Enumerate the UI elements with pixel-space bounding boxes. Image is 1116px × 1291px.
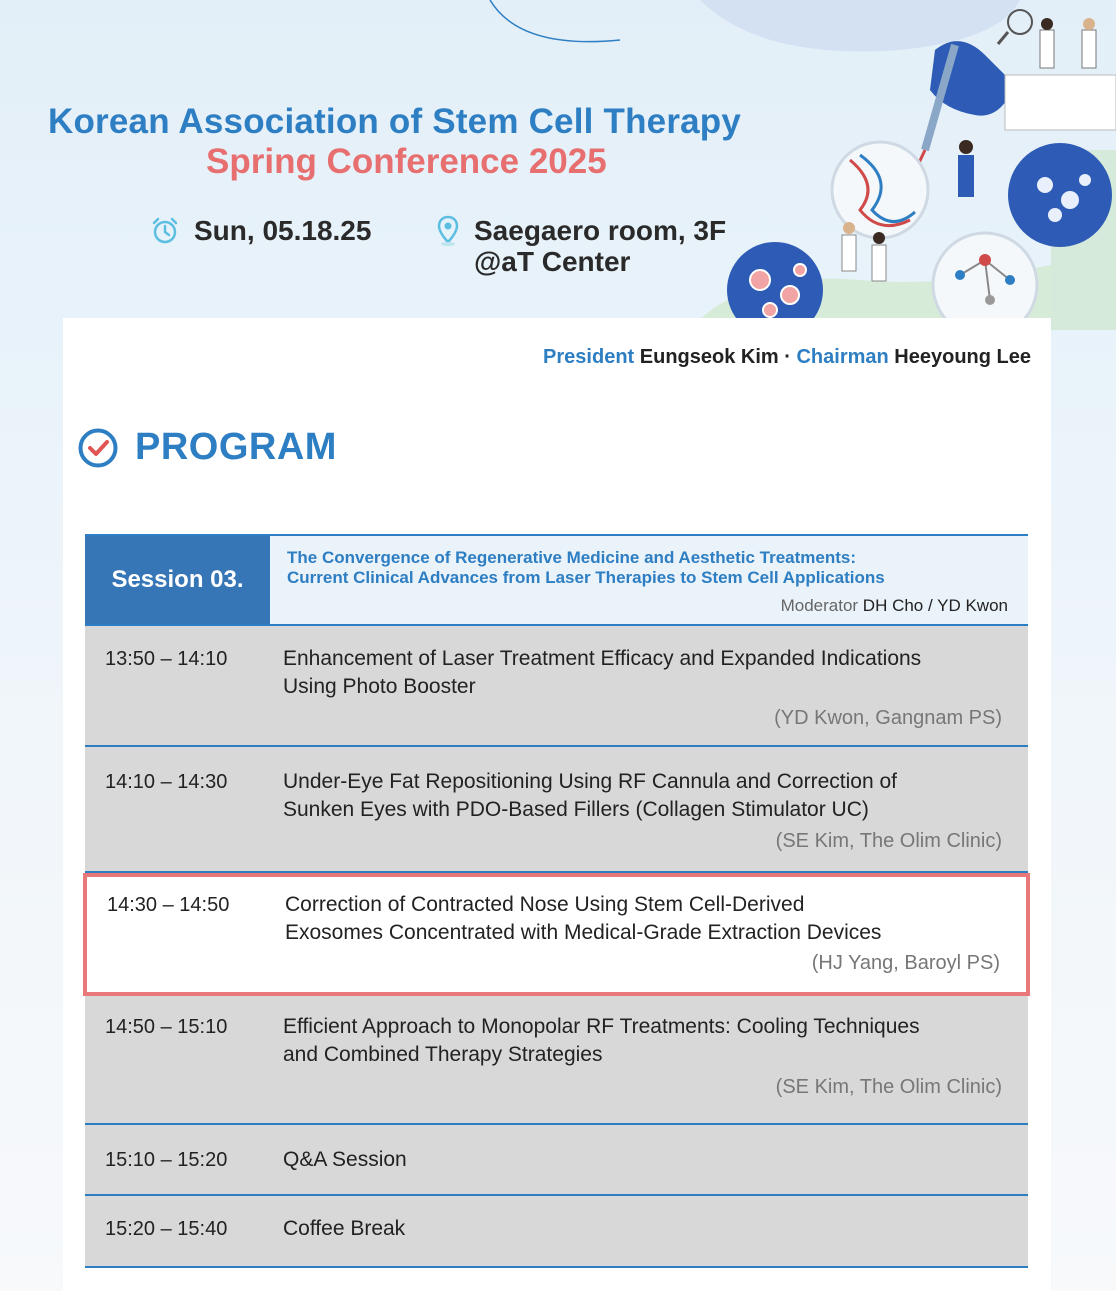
- row-topic: [283, 1013, 1003, 1069]
- program-heading: [77, 426, 337, 469]
- venue-room: Saegaero room, 3F: [474, 215, 727, 246]
- petri-dish-molecules: [933, 233, 1037, 330]
- location-pin-icon: [436, 215, 460, 247]
- event-date: [150, 215, 371, 247]
- conference-title-line1: Korean Association of Stem Cell Therapy: [48, 102, 742, 141]
- petri-dish-cells: [727, 242, 823, 330]
- chairman-name: Heeyoung Lee: [894, 346, 1031, 368]
- session-title-line1: The Convergence of Regenerative Medicine and Aesthetic Treatments:: [287, 548, 857, 567]
- row-time: 15:10 – 15:20: [105, 1149, 228, 1171]
- session-title-line2: Current Clinical Advances from Laser Therapies to Stem Cell Applications: [287, 568, 885, 587]
- row-speaker: (SE Kim, The Olim Clinic): [775, 1076, 1002, 1098]
- event-venue: [436, 215, 726, 277]
- row-speaker: (HJ Yang, Baroyl PS): [811, 952, 1000, 974]
- schedule-row: [85, 996, 1028, 1125]
- session-label: Session 03.: [85, 536, 270, 624]
- row-topic-line2: Sunken Eyes with PDO-Based Fillers (Collagen Stimulator UC): [283, 798, 869, 821]
- row-topic-line1: Efficient Approach to Monopolar RF Treatments: Cooling Techniques: [283, 1015, 920, 1038]
- row-time: 13:50 – 14:10: [105, 648, 228, 670]
- program-heading-text: PROGRAM: [135, 426, 337, 468]
- row-topic-line1: Correction of Contracted Nose Using Stem Cell-Derived: [285, 893, 805, 916]
- schedule-row: [85, 747, 1028, 873]
- schedule-table: [85, 626, 1028, 1268]
- row-topic: [283, 1146, 1003, 1174]
- row-topic-line1: Under-Eye Fat Repositioning Using RF Cannula and Correction of: [283, 770, 897, 793]
- session-moderator: [781, 596, 1008, 616]
- president-name: Eungseok Kim: [639, 346, 779, 368]
- row-topic-line2: Exosomes Concentrated with Medical-Grade Extraction Devices: [285, 921, 882, 944]
- row-time: 14:30 – 14:50: [107, 894, 230, 916]
- row-time: 14:50 – 15:10: [105, 1016, 228, 1038]
- row-topic-line1: Q&A Session: [283, 1148, 407, 1171]
- schedule-row: [85, 626, 1028, 747]
- alarm-clock-icon: [150, 216, 180, 246]
- venue-center: @aT Center: [474, 246, 631, 277]
- row-topic: [285, 891, 1005, 947]
- row-speaker: (YD Kwon, Gangnam PS): [774, 707, 1002, 729]
- officers-line: [543, 346, 1031, 369]
- row-speaker: (SE Kim, The Olim Clinic): [775, 830, 1002, 852]
- row-topic: [283, 645, 1003, 701]
- schedule-row: [85, 1125, 1028, 1196]
- session-info: [270, 536, 1028, 624]
- event-date-text: Sun, 05.18.25: [194, 215, 372, 246]
- row-topic: [283, 1215, 1003, 1243]
- row-topic-line2: and Combined Therapy Strategies: [283, 1043, 603, 1066]
- row-topic: [283, 768, 1003, 824]
- schedule-row: [85, 1196, 1028, 1268]
- row-topic-line1: Coffee Break: [283, 1217, 406, 1240]
- row-time: 14:10 – 14:30: [105, 771, 228, 793]
- president-label: President: [543, 346, 635, 368]
- session-header: [85, 534, 1028, 626]
- schedule-row-highlighted: [83, 873, 1030, 996]
- conference-title-line2: Spring Conference 2025: [206, 142, 607, 181]
- chairman-label: Chairman: [796, 346, 889, 368]
- officers-separator: ·: [784, 346, 791, 368]
- petri-dish-blue: [1008, 143, 1112, 247]
- row-topic-line2: Using Photo Booster: [283, 675, 476, 698]
- moderator-names: DH Cho / YD Kwon: [862, 596, 1008, 615]
- check-circle-icon: [77, 427, 119, 469]
- row-time: 15:20 – 15:40: [105, 1218, 228, 1240]
- row-topic-line1: Enhancement of Laser Treatment Efficacy and Expanded Indications: [283, 647, 922, 670]
- microscope-figures: [998, 10, 1096, 68]
- moderator-label: Moderator: [780, 596, 859, 615]
